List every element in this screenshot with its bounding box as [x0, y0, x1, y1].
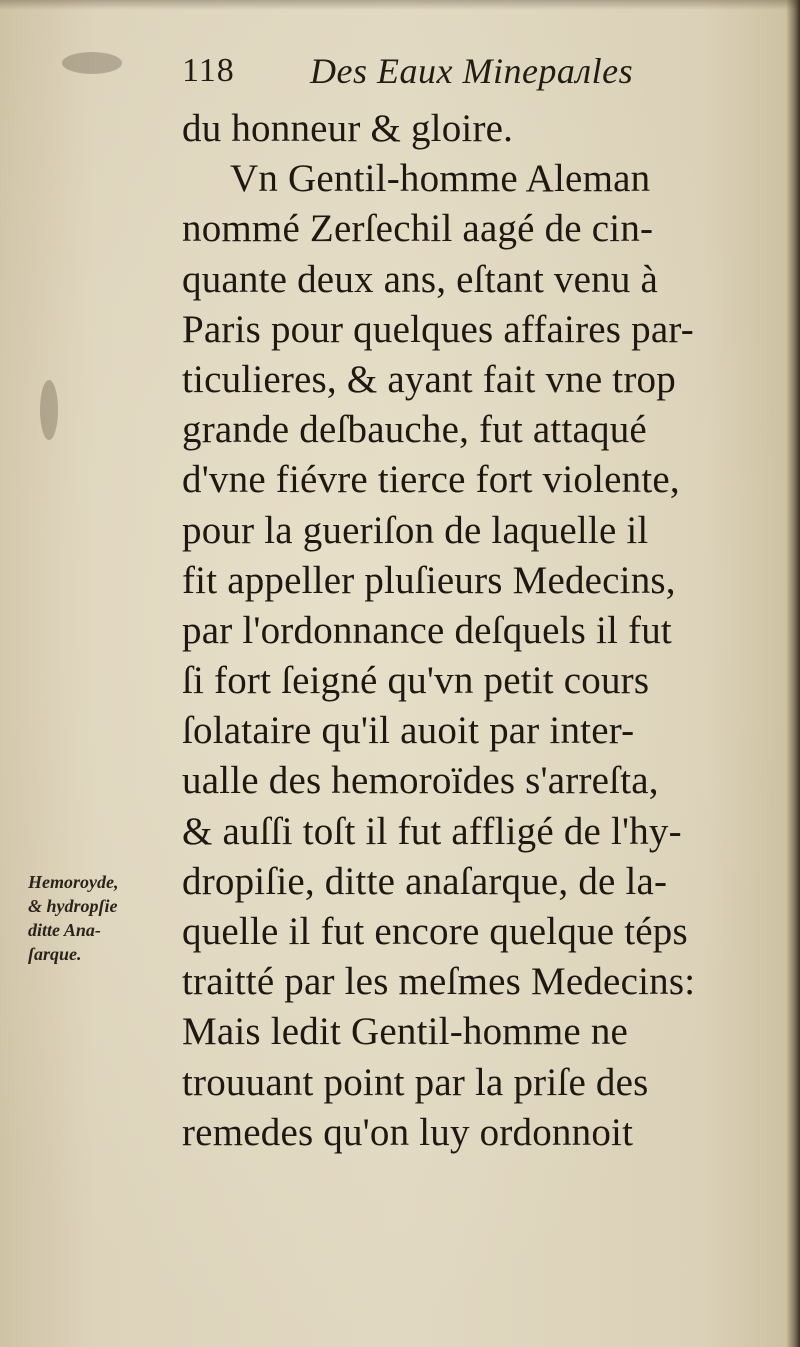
ink-smudge [40, 380, 58, 440]
page-top-shadow [0, 0, 800, 10]
marginal-note-line: & hydropſie [28, 896, 118, 916]
page-gutter-shadow [786, 0, 800, 1347]
text-line: Vn Gentil-homme Aleman [230, 157, 651, 201]
text-line: traitté par les meſmes Medecins: [182, 960, 696, 1004]
text-line: fit appeller pluſieurs Medecins, [182, 558, 676, 602]
text-line: par l'ordonnance deſquels il fut [182, 608, 672, 652]
text-line: pour la gueriſon de laquelle il [182, 508, 649, 552]
page-number: 118 [182, 52, 235, 89]
running-head-title: Des Eaux Minералles [310, 51, 634, 91]
text-line: quelle il fut encore quelque téps [182, 910, 688, 953]
marginal-note-line: Hemoroyde, [28, 872, 119, 892]
marginal-note-line: ſarque. [28, 944, 82, 964]
body-text [182, 104, 782, 1158]
marginal-note [28, 870, 178, 966]
text-line: & auſſi toſt il fut affligé de l'hy- [182, 809, 682, 853]
text-line: ticulieres, & ayant fait vne trop [182, 357, 676, 401]
text-line: grande deſbauche, fut attaqué [182, 408, 647, 452]
text-line: du honneur & gloire. [182, 107, 514, 150]
text-line: ſi fort ſeigné qu'vn petit cours [182, 659, 650, 703]
text-line: nommé Zerſechil aagé de cin- [182, 207, 654, 251]
text-line: ualle des hemoroïdes s'arreſta, [182, 759, 659, 803]
text-line: d'vne fiévre tierce fort violente, [182, 458, 680, 502]
running-head [182, 46, 722, 102]
text-line: Mais ledit Gentil-homme ne [182, 1010, 629, 1054]
text-line: ſolataire qu'il auoit par inter- [182, 709, 635, 753]
text-line: remedes qu'on luy ordonnoit [182, 1110, 634, 1154]
text-line: trouuant point par la priſe des [182, 1060, 649, 1104]
text-line: Paris pour quelques affaires par- [182, 307, 694, 351]
ink-smudge [62, 52, 122, 74]
marginal-note-line: ditte Ana- [28, 920, 101, 940]
text-line: quante deux ans, eſtant venu à [182, 257, 658, 301]
text-line: dropiſie, ditte anaſarque, de la- [182, 859, 668, 903]
